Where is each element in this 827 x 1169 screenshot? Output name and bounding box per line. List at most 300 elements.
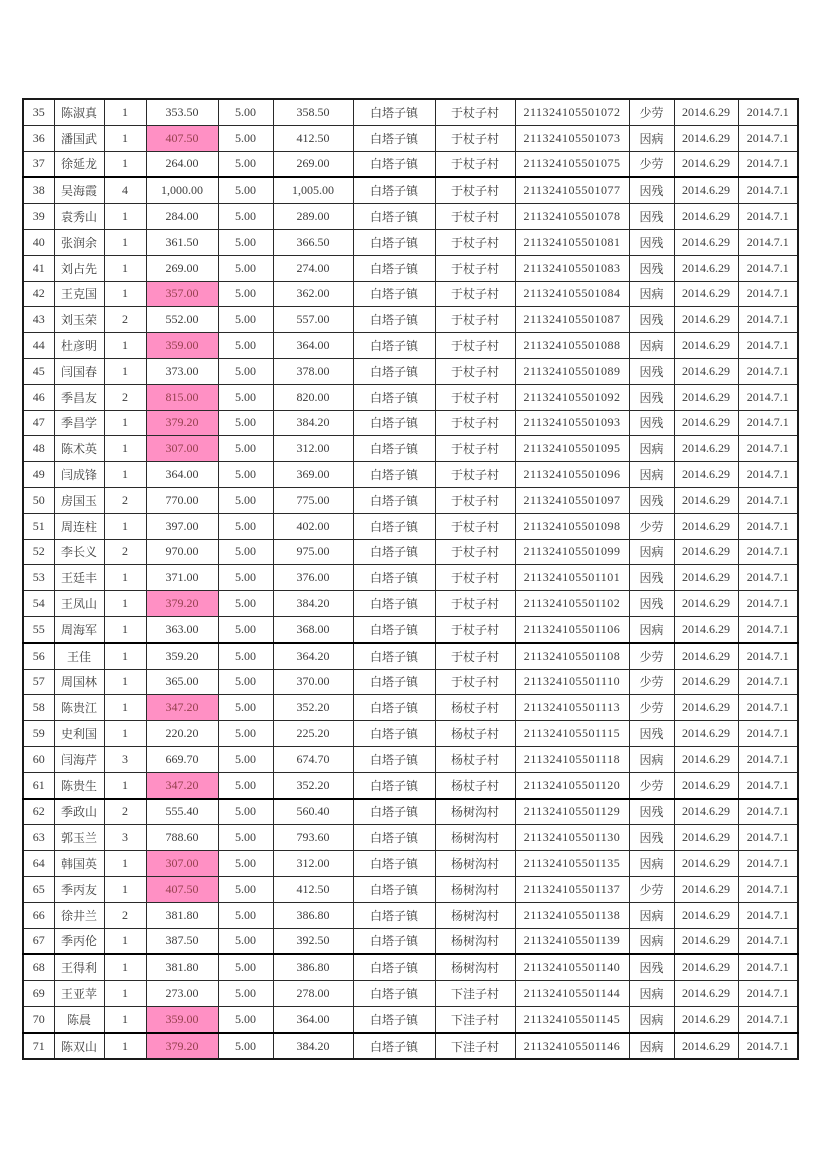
cell-category: 因残: [629, 384, 674, 410]
cell-id-number: 211324105501113: [515, 695, 629, 721]
cell-date-end: 2014.7.1: [738, 616, 798, 642]
cell-name: 王得利: [54, 954, 104, 980]
cell-amount: 379.20: [146, 410, 218, 436]
cell-id-number: 211324105501146: [515, 1033, 629, 1060]
cell-town: 白塔子镇: [353, 384, 435, 410]
cell-count: 1: [104, 281, 146, 307]
cell-row-no: 60: [23, 746, 54, 772]
cell-name: 季昌学: [54, 410, 104, 436]
cell-date-start: 2014.6.29: [674, 981, 738, 1007]
cell-id-number: 211324105501072: [515, 99, 629, 125]
cell-village: 下洼子村: [435, 1006, 515, 1032]
cell-date-start: 2014.6.29: [674, 436, 738, 462]
cell-fee: 5.00: [218, 177, 273, 203]
cell-fee: 5.00: [218, 954, 273, 980]
cell-id-number: 211324105501118: [515, 746, 629, 772]
cell-date-start: 2014.6.29: [674, 487, 738, 513]
cell-name: 周国林: [54, 669, 104, 695]
cell-town: 白塔子镇: [353, 436, 435, 462]
cell-amount: 361.50: [146, 229, 218, 255]
cell-amount: 307.00: [146, 851, 218, 877]
cell-date-start: 2014.6.29: [674, 772, 738, 798]
cell-village: 杨树沟村: [435, 851, 515, 877]
cell-row-no: 41: [23, 255, 54, 281]
cell-fee: 5.00: [218, 565, 273, 591]
cell-category: 因病: [629, 1006, 674, 1032]
cell-name: 刘玉荣: [54, 307, 104, 333]
cell-category: 少劳: [629, 643, 674, 669]
cell-row-no: 57: [23, 669, 54, 695]
cell-total: 674.70: [273, 746, 353, 772]
cell-total: 364.00: [273, 333, 353, 359]
cell-fee: 5.00: [218, 410, 273, 436]
cell-id-number: 211324105501115: [515, 721, 629, 747]
cell-date-start: 2014.6.29: [674, 204, 738, 230]
cell-date-start: 2014.6.29: [674, 643, 738, 669]
cell-count: 2: [104, 799, 146, 825]
cell-fee: 5.00: [218, 513, 273, 539]
cell-name: 王廷丰: [54, 565, 104, 591]
cell-town: 白塔子镇: [353, 902, 435, 928]
cell-amount: 371.00: [146, 565, 218, 591]
cell-village: 于杖子村: [435, 513, 515, 539]
cell-amount: 552.00: [146, 307, 218, 333]
cell-id-number: 211324105501108: [515, 643, 629, 669]
cell-fee: 5.00: [218, 255, 273, 281]
cell-date-start: 2014.6.29: [674, 177, 738, 203]
cell-total: 412.50: [273, 125, 353, 151]
cell-count: 1: [104, 876, 146, 902]
cell-count: 1: [104, 333, 146, 359]
cell-date-start: 2014.6.29: [674, 99, 738, 125]
cell-date-start: 2014.6.29: [674, 746, 738, 772]
cell-town: 白塔子镇: [353, 669, 435, 695]
cell-name: 闫海芹: [54, 746, 104, 772]
table-row: [23, 876, 798, 902]
cell-date-end: 2014.7.1: [738, 281, 798, 307]
cell-id-number: 211324105501098: [515, 513, 629, 539]
cell-row-no: 37: [23, 151, 54, 177]
cell-count: 2: [104, 384, 146, 410]
cell-date-start: 2014.6.29: [674, 1006, 738, 1032]
cell-date-end: 2014.7.1: [738, 177, 798, 203]
cell-total: 386.80: [273, 902, 353, 928]
cell-count: 1: [104, 513, 146, 539]
table-row: [23, 151, 798, 177]
cell-town: 白塔子镇: [353, 333, 435, 359]
cell-count: 1: [104, 151, 146, 177]
cell-row-no: 53: [23, 565, 54, 591]
cell-count: 1: [104, 695, 146, 721]
cell-date-start: 2014.6.29: [674, 851, 738, 877]
cell-amount: 359.20: [146, 643, 218, 669]
table-row: [23, 99, 798, 125]
cell-total: 358.50: [273, 99, 353, 125]
cell-name: 闫国春: [54, 358, 104, 384]
cell-amount: 359.00: [146, 1006, 218, 1032]
cell-fee: 5.00: [218, 591, 273, 617]
cell-date-end: 2014.7.1: [738, 1006, 798, 1032]
cell-row-no: 56: [23, 643, 54, 669]
cell-category: 因残: [629, 825, 674, 851]
cell-fee: 5.00: [218, 307, 273, 333]
table-row: [23, 255, 798, 281]
cell-total: 368.00: [273, 616, 353, 642]
cell-total: 364.20: [273, 643, 353, 669]
cell-town: 白塔子镇: [353, 487, 435, 513]
cell-total: 362.00: [273, 281, 353, 307]
table-row: [23, 928, 798, 954]
cell-village: 下洼子村: [435, 1033, 515, 1060]
cell-category: 因病: [629, 746, 674, 772]
cell-name: 王克国: [54, 281, 104, 307]
cell-total: 412.50: [273, 876, 353, 902]
cell-date-end: 2014.7.1: [738, 255, 798, 281]
cell-town: 白塔子镇: [353, 981, 435, 1007]
table-row: [23, 954, 798, 980]
cell-category: 因残: [629, 229, 674, 255]
table-row: [23, 825, 798, 851]
cell-village: 于杖子村: [435, 358, 515, 384]
cell-fee: 5.00: [218, 772, 273, 798]
cell-date-start: 2014.6.29: [674, 616, 738, 642]
cell-name: 季政山: [54, 799, 104, 825]
cell-amount: 264.00: [146, 151, 218, 177]
cell-category: 因病: [629, 125, 674, 151]
cell-village: 于杖子村: [435, 204, 515, 230]
cell-category: 因病: [629, 539, 674, 565]
cell-id-number: 211324105501138: [515, 902, 629, 928]
cell-date-end: 2014.7.1: [738, 851, 798, 877]
cell-name: 吴海霞: [54, 177, 104, 203]
cell-amount: 669.70: [146, 746, 218, 772]
table-row: [23, 229, 798, 255]
cell-amount: 269.00: [146, 255, 218, 281]
cell-category: 因病: [629, 333, 674, 359]
cell-category: 少劳: [629, 151, 674, 177]
cell-date-start: 2014.6.29: [674, 410, 738, 436]
cell-name: 李长义: [54, 539, 104, 565]
table-row: [23, 799, 798, 825]
cell-total: 352.20: [273, 772, 353, 798]
cell-id-number: 211324105501092: [515, 384, 629, 410]
cell-category: 因残: [629, 358, 674, 384]
cell-date-start: 2014.6.29: [674, 591, 738, 617]
cell-village: 杨杖子村: [435, 695, 515, 721]
cell-id-number: 211324105501129: [515, 799, 629, 825]
cell-id-number: 211324105501095: [515, 436, 629, 462]
cell-town: 白塔子镇: [353, 772, 435, 798]
cell-count: 1: [104, 99, 146, 125]
cell-id-number: 211324105501135: [515, 851, 629, 877]
cell-fee: 5.00: [218, 981, 273, 1007]
cell-count: 4: [104, 177, 146, 203]
cell-village: 于杖子村: [435, 125, 515, 151]
cell-date-start: 2014.6.29: [674, 229, 738, 255]
cell-name: 季昌友: [54, 384, 104, 410]
cell-total: 364.00: [273, 1006, 353, 1032]
cell-row-no: 58: [23, 695, 54, 721]
cell-village: 于杖子村: [435, 591, 515, 617]
table-row: [23, 1006, 798, 1032]
cell-name: 徐延龙: [54, 151, 104, 177]
cell-town: 白塔子镇: [353, 513, 435, 539]
cell-date-start: 2014.6.29: [674, 565, 738, 591]
cell-date-end: 2014.7.1: [738, 125, 798, 151]
cell-date-start: 2014.6.29: [674, 255, 738, 281]
cell-fee: 5.00: [218, 281, 273, 307]
cell-name: 陈术英: [54, 436, 104, 462]
cell-amount: 397.00: [146, 513, 218, 539]
cell-count: 1: [104, 462, 146, 488]
table-row: [23, 204, 798, 230]
table-row: [23, 695, 798, 721]
cell-date-start: 2014.6.29: [674, 1033, 738, 1060]
cell-amount: 357.00: [146, 281, 218, 307]
cell-count: 3: [104, 825, 146, 851]
cell-total: 312.00: [273, 436, 353, 462]
cell-date-end: 2014.7.1: [738, 229, 798, 255]
cell-village: 于杖子村: [435, 333, 515, 359]
cell-fee: 5.00: [218, 333, 273, 359]
cell-row-no: 70: [23, 1006, 54, 1032]
cell-fee: 5.00: [218, 204, 273, 230]
table-row: [23, 591, 798, 617]
cell-id-number: 211324105501075: [515, 151, 629, 177]
cell-name: 韩国英: [54, 851, 104, 877]
cell-name: 陈晨: [54, 1006, 104, 1032]
cell-name: 杜彦明: [54, 333, 104, 359]
cell-category: 因病: [629, 928, 674, 954]
cell-total: 975.00: [273, 539, 353, 565]
cell-date-end: 2014.7.1: [738, 565, 798, 591]
cell-date-end: 2014.7.1: [738, 669, 798, 695]
cell-count: 1: [104, 591, 146, 617]
cell-town: 白塔子镇: [353, 281, 435, 307]
table-row: [23, 333, 798, 359]
table-row: [23, 981, 798, 1007]
cell-total: 384.20: [273, 410, 353, 436]
cell-date-start: 2014.6.29: [674, 669, 738, 695]
cell-name: 刘占先: [54, 255, 104, 281]
cell-village: 于杖子村: [435, 410, 515, 436]
cell-id-number: 211324105501088: [515, 333, 629, 359]
cell-name: 周连柱: [54, 513, 104, 539]
cell-count: 2: [104, 307, 146, 333]
cell-town: 白塔子镇: [353, 1033, 435, 1060]
cell-town: 白塔子镇: [353, 591, 435, 617]
cell-amount: 363.00: [146, 616, 218, 642]
cell-town: 白塔子镇: [353, 307, 435, 333]
table-row: [23, 772, 798, 798]
cell-name: 袁秀山: [54, 204, 104, 230]
cell-amount: 364.00: [146, 462, 218, 488]
cell-amount: 220.20: [146, 721, 218, 747]
cell-date-end: 2014.7.1: [738, 487, 798, 513]
cell-count: 1: [104, 851, 146, 877]
cell-village: 于杖子村: [435, 616, 515, 642]
cell-amount: 365.00: [146, 669, 218, 695]
cell-date-end: 2014.7.1: [738, 928, 798, 954]
cell-total: 376.00: [273, 565, 353, 591]
cell-category: 因病: [629, 851, 674, 877]
table-row: [23, 565, 798, 591]
cell-id-number: 211324105501093: [515, 410, 629, 436]
cell-date-end: 2014.7.1: [738, 695, 798, 721]
cell-row-no: 71: [23, 1033, 54, 1060]
cell-amount: 970.00: [146, 539, 218, 565]
cell-id-number: 211324105501137: [515, 876, 629, 902]
cell-row-no: 55: [23, 616, 54, 642]
cell-town: 白塔子镇: [353, 151, 435, 177]
cell-total: 269.00: [273, 151, 353, 177]
cell-date-end: 2014.7.1: [738, 825, 798, 851]
cell-fee: 5.00: [218, 487, 273, 513]
cell-date-start: 2014.6.29: [674, 151, 738, 177]
cell-count: 1: [104, 1006, 146, 1032]
cell-id-number: 211324105501145: [515, 1006, 629, 1032]
table-row: [23, 281, 798, 307]
cell-village: 于杖子村: [435, 539, 515, 565]
cell-id-number: 211324105501144: [515, 981, 629, 1007]
cell-village: 于杖子村: [435, 255, 515, 281]
cell-fee: 5.00: [218, 1006, 273, 1032]
cell-village: 杨树沟村: [435, 902, 515, 928]
cell-village: 杨树沟村: [435, 876, 515, 902]
cell-date-start: 2014.6.29: [674, 799, 738, 825]
cell-date-end: 2014.7.1: [738, 746, 798, 772]
cell-category: 因病: [629, 616, 674, 642]
cell-town: 白塔子镇: [353, 99, 435, 125]
cell-category: 少劳: [629, 695, 674, 721]
cell-row-no: 48: [23, 436, 54, 462]
cell-category: 因残: [629, 721, 674, 747]
cell-row-no: 50: [23, 487, 54, 513]
cell-total: 289.00: [273, 204, 353, 230]
cell-id-number: 211324105501102: [515, 591, 629, 617]
cell-id-number: 211324105501077: [515, 177, 629, 203]
cell-town: 白塔子镇: [353, 954, 435, 980]
cell-date-end: 2014.7.1: [738, 410, 798, 436]
cell-category: 因残: [629, 204, 674, 230]
cell-id-number: 211324105501083: [515, 255, 629, 281]
cell-count: 2: [104, 902, 146, 928]
cell-village: 于杖子村: [435, 462, 515, 488]
cell-amount: 353.50: [146, 99, 218, 125]
cell-name: 陈贵江: [54, 695, 104, 721]
cell-count: 1: [104, 204, 146, 230]
cell-fee: 5.00: [218, 643, 273, 669]
cell-fee: 5.00: [218, 384, 273, 410]
cell-row-no: 46: [23, 384, 54, 410]
cell-date-start: 2014.6.29: [674, 954, 738, 980]
cell-total: 384.20: [273, 1033, 353, 1060]
cell-date-start: 2014.6.29: [674, 384, 738, 410]
cell-village: 杨树沟村: [435, 954, 515, 980]
cell-town: 白塔子镇: [353, 462, 435, 488]
cell-village: 杨杖子村: [435, 721, 515, 747]
cell-date-end: 2014.7.1: [738, 799, 798, 825]
cell-total: 312.00: [273, 851, 353, 877]
cell-total: 225.20: [273, 721, 353, 747]
cell-village: 于杖子村: [435, 307, 515, 333]
cell-total: 378.00: [273, 358, 353, 384]
cell-row-no: 35: [23, 99, 54, 125]
cell-town: 白塔子镇: [353, 825, 435, 851]
cell-date-end: 2014.7.1: [738, 513, 798, 539]
table-row: [23, 487, 798, 513]
cell-amount: 555.40: [146, 799, 218, 825]
cell-category: 少劳: [629, 772, 674, 798]
cell-fee: 5.00: [218, 799, 273, 825]
cell-village: 于杖子村: [435, 384, 515, 410]
table-row: [23, 513, 798, 539]
cell-town: 白塔子镇: [353, 125, 435, 151]
cell-town: 白塔子镇: [353, 565, 435, 591]
cell-count: 1: [104, 410, 146, 436]
table-row: [23, 177, 798, 203]
cell-date-start: 2014.6.29: [674, 358, 738, 384]
cell-fee: 5.00: [218, 928, 273, 954]
cell-fee: 5.00: [218, 539, 273, 565]
cell-village: 于杖子村: [435, 643, 515, 669]
cell-town: 白塔子镇: [353, 643, 435, 669]
cell-row-no: 44: [23, 333, 54, 359]
cell-fee: 5.00: [218, 151, 273, 177]
cell-category: 因残: [629, 954, 674, 980]
table-row: [23, 721, 798, 747]
cell-total: 1,005.00: [273, 177, 353, 203]
cell-id-number: 211324105501097: [515, 487, 629, 513]
cell-category: 因病: [629, 902, 674, 928]
cell-id-number: 211324105501081: [515, 229, 629, 255]
cell-total: 402.00: [273, 513, 353, 539]
cell-name: 郭玉兰: [54, 825, 104, 851]
cell-count: 1: [104, 229, 146, 255]
cell-amount: 347.20: [146, 695, 218, 721]
cell-row-no: 67: [23, 928, 54, 954]
cell-date-end: 2014.7.1: [738, 384, 798, 410]
cell-total: 384.20: [273, 591, 353, 617]
cell-count: 1: [104, 954, 146, 980]
cell-total: 366.50: [273, 229, 353, 255]
cell-town: 白塔子镇: [353, 928, 435, 954]
cell-id-number: 211324105501120: [515, 772, 629, 798]
cell-id-number: 211324105501140: [515, 954, 629, 980]
table-row: [23, 851, 798, 877]
cell-amount: 379.20: [146, 1033, 218, 1060]
cell-count: 1: [104, 772, 146, 798]
cell-town: 白塔子镇: [353, 1006, 435, 1032]
cell-category: 因残: [629, 410, 674, 436]
cell-date-start: 2014.6.29: [674, 513, 738, 539]
table-body: [23, 99, 798, 1059]
cell-amount: 379.20: [146, 591, 218, 617]
cell-category: 因残: [629, 799, 674, 825]
cell-date-end: 2014.7.1: [738, 876, 798, 902]
cell-name: 房国玉: [54, 487, 104, 513]
cell-date-start: 2014.6.29: [674, 539, 738, 565]
cell-date-end: 2014.7.1: [738, 333, 798, 359]
cell-date-end: 2014.7.1: [738, 151, 798, 177]
cell-count: 3: [104, 746, 146, 772]
table-row: [23, 462, 798, 488]
cell-count: 2: [104, 487, 146, 513]
cell-id-number: 211324105501106: [515, 616, 629, 642]
cell-name: 周海军: [54, 616, 104, 642]
cell-total: 274.00: [273, 255, 353, 281]
cell-amount: 770.00: [146, 487, 218, 513]
